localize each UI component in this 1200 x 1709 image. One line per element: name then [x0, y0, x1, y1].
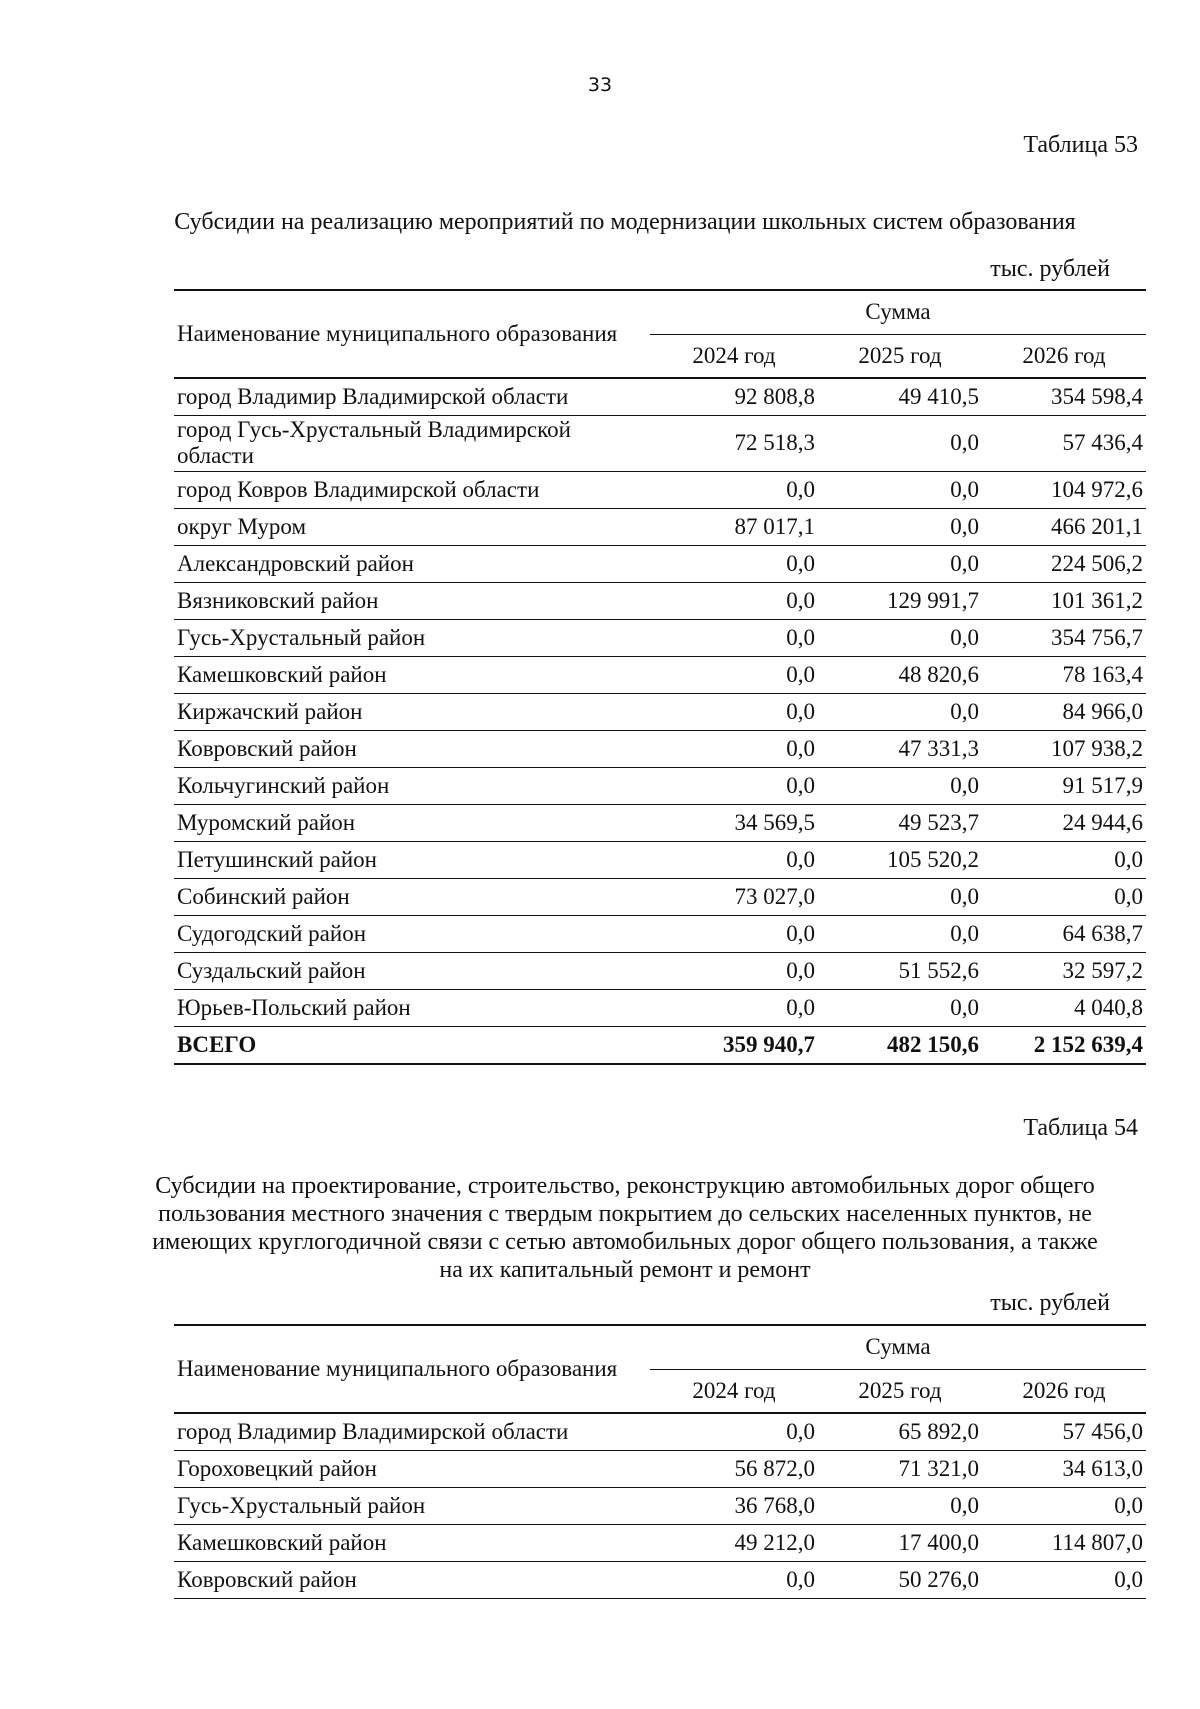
value-2024: 56 872,0	[650, 1450, 818, 1487]
value-2026: 107 938,2	[982, 730, 1146, 767]
table-54-label: Таблица 54	[1023, 1115, 1138, 1141]
municipality-name: Собинский район	[174, 878, 650, 915]
total-2025: 482 150,6	[818, 1026, 982, 1064]
value-2025: 0,0	[818, 693, 982, 730]
value-2026: 57 456,0	[982, 1413, 1146, 1450]
municipality-name: город Гусь-Хрустальный Владимирской области	[174, 415, 650, 471]
total-label: ВСЕГО	[174, 1026, 650, 1064]
value-2026: 101 361,2	[982, 582, 1146, 619]
table-row	[174, 619, 1146, 656]
value-2024: 72 518,3	[650, 415, 818, 471]
table-row	[174, 693, 1146, 730]
table-54-title: Субсидии на проектирование, строительство, реконструкцию автомобильных дорог общего пользования местного значения с твердым покрытием до сельских населенных пунктов, не имеющих круглогодичной связи с сетью автомобильных дорог общего пользования, а также на их капитальный ремонт и ремонт	[152, 1173, 1098, 1283]
value-2025: 0,0	[818, 767, 982, 804]
table-row	[174, 471, 1146, 508]
value-2026: 91 517,9	[982, 767, 1146, 804]
municipality-name: округ Муром	[174, 508, 650, 545]
municipality-name: Гусь-Хрустальный район	[174, 1487, 650, 1524]
value-2025: 129 991,7	[818, 582, 982, 619]
municipality-name: город Владимир Владимирской области	[174, 378, 650, 415]
value-2025: 105 520,2	[818, 841, 982, 878]
value-2024: 0,0	[650, 582, 818, 619]
value-2026: 224 506,2	[982, 545, 1146, 582]
value-2025: 51 552,6	[818, 952, 982, 989]
value-2026: 34 613,0	[982, 1450, 1146, 1487]
value-2024: 0,0	[650, 915, 818, 952]
value-2025: 48 820,6	[818, 656, 982, 693]
column-header-sum: Сумма	[650, 1325, 1146, 1369]
value-2024: 0,0	[650, 767, 818, 804]
municipality-name: город Владимир Владимирской области	[174, 1413, 650, 1450]
value-2024: 49 212,0	[650, 1524, 818, 1561]
table-row	[174, 1450, 1146, 1487]
value-2024: 0,0	[650, 841, 818, 878]
table-53-title: Субсидии на реализацию мероприятий по модернизации школьных систем образования	[174, 209, 1076, 235]
municipality-name: Гусь-Хрустальный район	[174, 619, 650, 656]
municipality-name: Судогодский район	[174, 915, 650, 952]
value-2026: 0,0	[982, 878, 1146, 915]
value-2024: 0,0	[650, 730, 818, 767]
total-row	[174, 1026, 1146, 1064]
value-2025: 49 410,5	[818, 378, 982, 415]
value-2026: 24 944,6	[982, 804, 1146, 841]
column-header-2024: 2024 год	[650, 334, 818, 378]
total-2026: 2 152 639,4	[982, 1026, 1146, 1064]
value-2024: 34 569,5	[650, 804, 818, 841]
table-row	[174, 915, 1146, 952]
value-2026: 114 807,0	[982, 1524, 1146, 1561]
value-2024: 0,0	[650, 545, 818, 582]
table-row	[174, 415, 1146, 471]
table-row	[174, 1413, 1146, 1450]
value-2024: 0,0	[650, 1561, 818, 1598]
value-2025: 0,0	[818, 1487, 982, 1524]
municipality-name: город Ковров Владимирской области	[174, 471, 650, 508]
table-row	[174, 1561, 1146, 1598]
value-2025: 0,0	[818, 989, 982, 1026]
value-2025: 49 523,7	[818, 804, 982, 841]
value-2024: 73 027,0	[650, 878, 818, 915]
table-row	[174, 952, 1146, 989]
column-header-2025: 2025 год	[818, 1369, 982, 1413]
municipality-name: Кольчугинский район	[174, 767, 650, 804]
value-2026: 0,0	[982, 1561, 1146, 1598]
value-2025: 0,0	[818, 619, 982, 656]
table-53	[174, 289, 1146, 1065]
table-row	[174, 378, 1146, 415]
municipality-name: Петушинский район	[174, 841, 650, 878]
table-row	[174, 878, 1146, 915]
table-row	[174, 841, 1146, 878]
value-2025: 65 892,0	[818, 1413, 982, 1450]
value-2026: 466 201,1	[982, 508, 1146, 545]
table-row	[174, 767, 1146, 804]
table-row	[174, 1487, 1146, 1524]
table-row	[174, 1524, 1146, 1561]
table-row	[174, 804, 1146, 841]
municipality-name: Ковровский район	[174, 730, 650, 767]
value-2026: 4 040,8	[982, 989, 1146, 1026]
value-2025: 0,0	[818, 915, 982, 952]
table-row	[174, 508, 1146, 545]
value-2025: 0,0	[818, 545, 982, 582]
column-header-sum: Сумма	[650, 290, 1146, 334]
column-header-2024: 2024 год	[650, 1369, 818, 1413]
value-2024: 92 808,8	[650, 378, 818, 415]
municipality-name: Гороховецкий район	[174, 1450, 650, 1487]
value-2026: 57 436,4	[982, 415, 1146, 471]
value-2026: 0,0	[982, 841, 1146, 878]
table-54	[174, 1324, 1146, 1599]
value-2024: 0,0	[650, 471, 818, 508]
column-header-2026: 2026 год	[982, 334, 1146, 378]
column-header-name: Наименование муниципального образования	[174, 1325, 650, 1413]
value-2026: 354 756,7	[982, 619, 1146, 656]
table-row	[174, 730, 1146, 767]
value-2026: 78 163,4	[982, 656, 1146, 693]
page-number: 33	[587, 74, 613, 96]
value-2025: 47 331,3	[818, 730, 982, 767]
value-2026: 354 598,4	[982, 378, 1146, 415]
value-2024: 0,0	[650, 656, 818, 693]
value-2024: 0,0	[650, 989, 818, 1026]
table-54-unit: тыс. рублей	[990, 1290, 1110, 1316]
value-2024: 0,0	[650, 1413, 818, 1450]
municipality-name: Камешковский район	[174, 656, 650, 693]
municipality-name: Камешковский район	[174, 1524, 650, 1561]
value-2026: 32 597,2	[982, 952, 1146, 989]
municipality-name: Суздальский район	[174, 952, 650, 989]
municipality-name: Муромский район	[174, 804, 650, 841]
value-2026: 0,0	[982, 1487, 1146, 1524]
value-2026: 84 966,0	[982, 693, 1146, 730]
municipality-name: Александровский район	[174, 545, 650, 582]
value-2024: 36 768,0	[650, 1487, 818, 1524]
value-2026: 104 972,6	[982, 471, 1146, 508]
value-2025: 0,0	[818, 878, 982, 915]
table-53-label: Таблица 53	[1023, 132, 1138, 158]
column-header-2026: 2026 год	[982, 1369, 1146, 1413]
total-2024: 359 940,7	[650, 1026, 818, 1064]
value-2024: 0,0	[650, 619, 818, 656]
value-2025: 17 400,0	[818, 1524, 982, 1561]
value-2024: 0,0	[650, 693, 818, 730]
value-2024: 0,0	[650, 952, 818, 989]
value-2025: 71 321,0	[818, 1450, 982, 1487]
value-2025: 50 276,0	[818, 1561, 982, 1598]
table-row	[174, 582, 1146, 619]
table-row	[174, 989, 1146, 1026]
table-row	[174, 656, 1146, 693]
column-header-2025: 2025 год	[818, 334, 982, 378]
column-header-name: Наименование муниципального образования	[174, 290, 650, 378]
table-row	[174, 545, 1146, 582]
table-53-unit: тыс. рублей	[990, 256, 1110, 282]
value-2024: 87 017,1	[650, 508, 818, 545]
value-2025: 0,0	[818, 415, 982, 471]
value-2026: 64 638,7	[982, 915, 1146, 952]
municipality-name: Ковровский район	[174, 1561, 650, 1598]
municipality-name: Юрьев-Польский район	[174, 989, 650, 1026]
value-2025: 0,0	[818, 508, 982, 545]
value-2025: 0,0	[818, 471, 982, 508]
municipality-name: Киржачский район	[174, 693, 650, 730]
municipality-name: Вязниковский район	[174, 582, 650, 619]
